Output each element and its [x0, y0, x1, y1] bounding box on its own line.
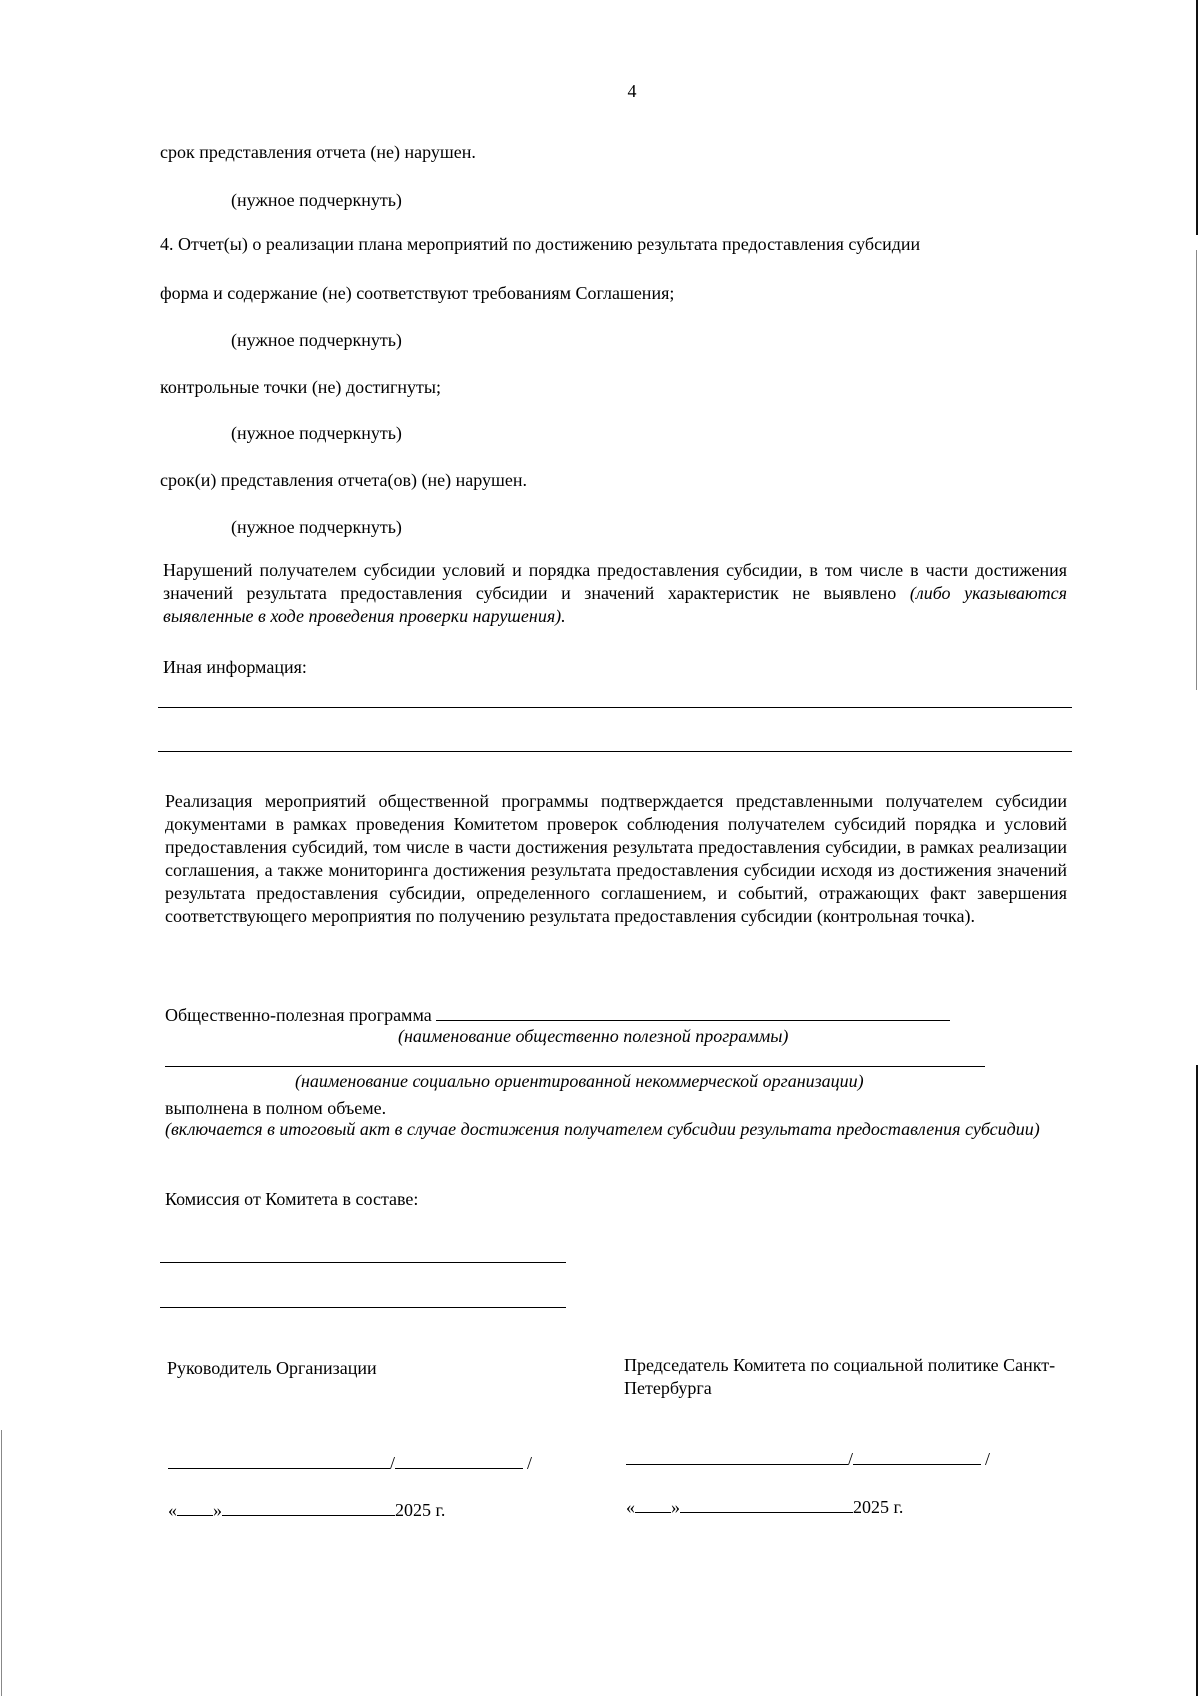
scan-edge-right-bottom — [1196, 1065, 1198, 1696]
underline-hint-2: (нужное подчеркнуть) — [231, 330, 402, 350]
report-deadline-line: срок представления отчета (не) нарушен. — [160, 142, 476, 162]
completed-text: выполнена в полном объеме. — [165, 1098, 387, 1118]
org-head-label: Руководитель Организации — [167, 1358, 377, 1378]
checkpoints-line: контрольные точки (не) достигнуты; — [160, 377, 441, 397]
item4-line2: форма и содержание (не) соответствуют требованиям Соглашения; — [160, 283, 675, 303]
implementation-paragraph: Реализация мероприятий общественной программы подтверждается представленными получателем субсидии документами в рамках проведения Комитетом проверок соблюдения получателем субсидий порядка и условий предоставления субсидий, том числе в части достижения результата предоставления субсидии, в рамках реализации соглашения, а также мониторинга достижения результата предоставления субсидии исходя из достижения значений результата предоставления субсидии, определенного соглашением, и событий, отражающих факт завершения соответствующего мероприятия по получению результата предоставления субсидии (контрольная точка). — [165, 791, 1067, 926]
other-info-line-1 — [158, 707, 1072, 708]
quote-open-2: « — [626, 1497, 635, 1517]
chairman-month-field[interactable] — [680, 1494, 853, 1513]
chairman-date-row — [626, 1494, 903, 1519]
other-info-label: Иная информация: — [163, 657, 307, 677]
violations-paragraph — [163, 559, 1067, 628]
underline-hint-4: (нужное подчеркнуть) — [231, 517, 402, 537]
page-number: 4 — [627, 81, 637, 101]
quote-close-1: » — [213, 1500, 222, 1520]
program-caption: (наименование общественно полезной программы) — [398, 1026, 789, 1046]
scan-edge-left-bottom — [1, 1430, 2, 1696]
chairman-signature-field[interactable] — [626, 1446, 848, 1465]
underline-hint-1: (нужное подчеркнуть) — [231, 190, 402, 210]
commission-label: Комиссия от Комитета в составе: — [165, 1189, 419, 1209]
org-head-date-row — [168, 1497, 445, 1522]
org-head-signature-row — [168, 1450, 532, 1475]
scan-edge-right-mid — [1196, 250, 1197, 690]
program-row — [165, 1002, 950, 1027]
quote-close-2: » — [671, 1497, 680, 1517]
reports-deadline-line: срок(и) представления отчета(ов) (не) нарушен. — [160, 470, 527, 490]
violations-note: (либо указываются выявленные в ходе проведения проверки нарушения). — [163, 583, 1068, 626]
org-head-name-field[interactable] — [395, 1450, 523, 1469]
org-name-field[interactable] — [165, 1066, 985, 1067]
slash-3: / — [848, 1449, 854, 1469]
chairman-day-field[interactable] — [635, 1494, 671, 1513]
slash-2: / — [527, 1453, 533, 1473]
org-caption: (наименование социально ориентированной некоммерческой организации) — [295, 1071, 864, 1091]
program-name-field[interactable] — [436, 1002, 950, 1021]
org-head-day-field[interactable] — [177, 1497, 213, 1516]
chairman-label: Председатель Комитета по социальной политике Санкт-Петербурга — [624, 1355, 1056, 1398]
commission-member-line-2[interactable] — [160, 1307, 566, 1308]
violations-text: Нарушений получателем субсидии условий и порядка предоставления субсидии, в том числе в части достижения значений результата предоставления субсидии и значений характеристик не выявлено — [163, 560, 1067, 603]
year-label-1: 2025 г. — [395, 1500, 446, 1520]
org-head-signature-field[interactable] — [168, 1450, 390, 1469]
item4-line1: 4. Отчет(ы) о реализации плана мероприятий по достижению результата предоставления субсидии — [160, 234, 921, 254]
slash-1: / — [390, 1453, 396, 1473]
final-act-note: (включается в итоговый акт в случае достижения получателем субсидии результата предоставления субсидии) — [165, 1119, 1040, 1139]
org-head-month-field[interactable] — [222, 1497, 395, 1516]
slash-4: / — [985, 1449, 991, 1469]
other-info-line-2 — [158, 751, 1072, 752]
chairman-name-field[interactable] — [853, 1446, 981, 1465]
year-label-2: 2025 г. — [853, 1497, 904, 1517]
scan-edge-right-top — [1196, 0, 1198, 235]
program-label: Общественно-полезная программа — [165, 1005, 432, 1025]
underline-hint-3: (нужное подчеркнуть) — [231, 423, 402, 443]
quote-open-1: « — [168, 1500, 177, 1520]
commission-member-line-1[interactable] — [160, 1262, 566, 1263]
chairman-signature-row — [626, 1446, 990, 1471]
